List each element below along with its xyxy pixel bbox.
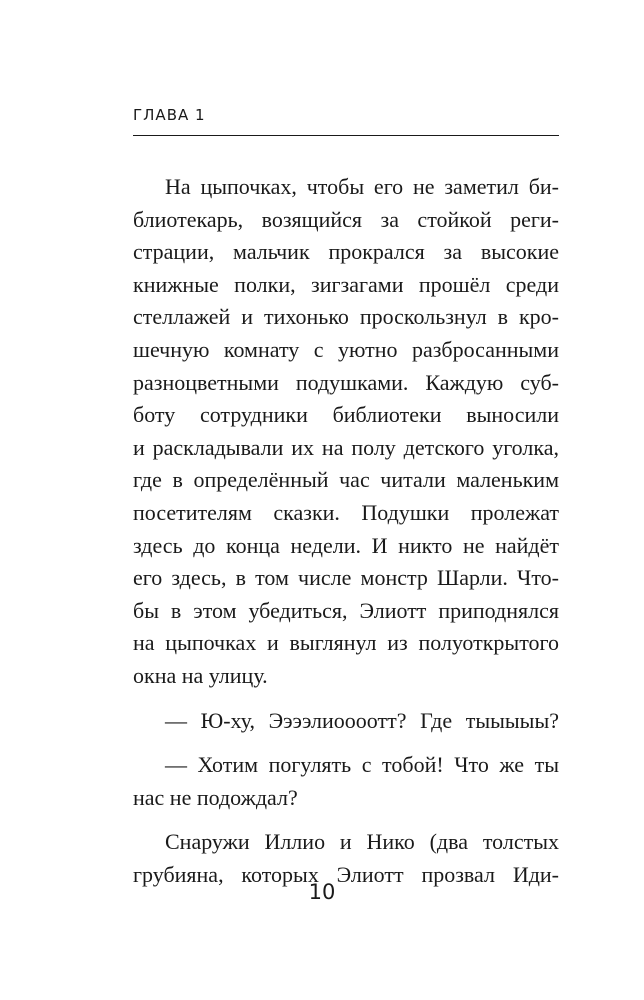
paragraph-gap bbox=[133, 814, 559, 826]
text-line: бы в этом убедиться, Элиотт приподнялся bbox=[133, 597, 559, 623]
text-line: страции, мальчик прокрался за высокие bbox=[133, 239, 559, 265]
text-line: шечную комнату с уютно разбросанными bbox=[133, 336, 559, 362]
text-line: его здесь, в том числе монстр Шарли. Что- bbox=[133, 565, 559, 591]
paragraph-gap bbox=[133, 693, 559, 705]
text-line: разноцветными подушками. Каждую суб- bbox=[133, 369, 559, 395]
paragraph-gap bbox=[133, 737, 559, 749]
text-line: грубияна, которых Элиотт прозвал Иди- bbox=[133, 861, 559, 887]
text-line: посетителям сказки. Подушки пролежат bbox=[133, 499, 559, 525]
text-line: на цыпочках и выглянул из полуоткрытого bbox=[133, 630, 559, 656]
text-line: блиотекарь, возящийся за стойкой реги- bbox=[133, 206, 559, 232]
dialogue-paragraph bbox=[133, 705, 559, 738]
page-body bbox=[133, 171, 559, 891]
running-head: ГЛАВА 1 bbox=[133, 106, 206, 124]
header-rule bbox=[133, 135, 559, 136]
text-line: окна на улицу. bbox=[133, 662, 268, 688]
text-line: стеллажей и тихонько проскользнул в кро- bbox=[133, 304, 559, 330]
text-line: На цыпочках, чтобы его не заметил би- bbox=[165, 174, 559, 199]
text-line: — Ю-ху, Ээээлиоооотт? Где тыыыыы? bbox=[165, 707, 559, 733]
text-line: Снаружи Иллио и Нико (два толстых bbox=[165, 829, 559, 855]
text-line: здесь до конца недели. И никто не найдёт bbox=[133, 532, 559, 558]
text-line: боту сотрудники библиотеки выносили bbox=[133, 402, 559, 428]
text-line: и раскладывали их на полу детского уголка, bbox=[133, 434, 559, 460]
page-number: 10 bbox=[308, 880, 336, 904]
dialogue-paragraph bbox=[133, 749, 559, 814]
paragraph bbox=[133, 171, 559, 693]
text-line: книжные полки, зигзагами прошёл среди bbox=[133, 271, 559, 297]
text-line: — Хотим погулять с тобой! Что же ты bbox=[165, 752, 559, 778]
text-line: нас не подождал? bbox=[133, 784, 298, 810]
text-line: где в определённый час читали маленьким bbox=[133, 467, 559, 493]
